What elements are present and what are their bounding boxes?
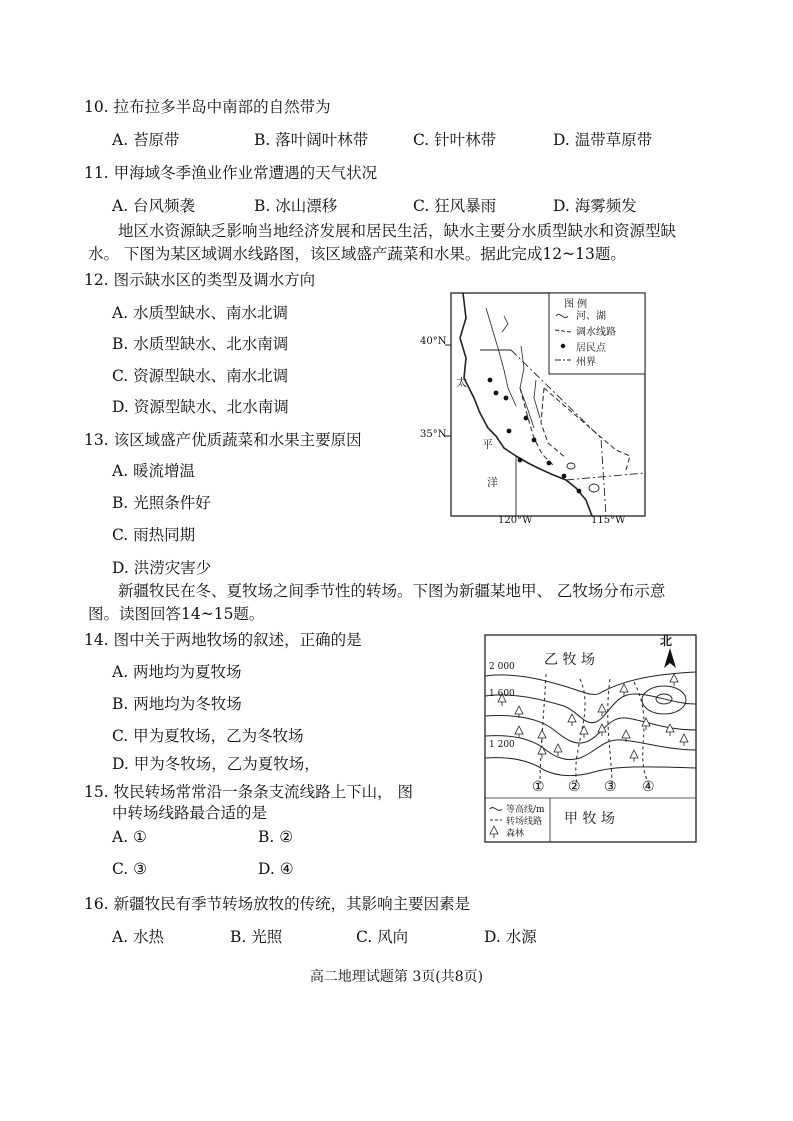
q15-stem-line2: 中转场线路最合适的是 bbox=[112, 804, 268, 822]
q13-option-c: C. 雨热同期 bbox=[112, 526, 196, 544]
map1-legend-title: 图 例 bbox=[564, 299, 588, 310]
q15-option-d: D. ④ bbox=[258, 860, 294, 878]
q16-options bbox=[0, 925, 793, 945]
map2-legend-forest: 森林 bbox=[506, 829, 525, 839]
q12-option-c: C. 资源型缺水、南水北调 bbox=[112, 367, 289, 385]
q14-stem: 14. 图中关于两地牧场的叙述，正确的是 bbox=[84, 631, 362, 649]
map1-lon-115: 115°W bbox=[591, 515, 626, 526]
page-footer: 高二地理试题第 3页(共8页) bbox=[309, 969, 484, 985]
map1-lon-120: 120°W bbox=[498, 515, 533, 526]
q10-option-d: D. 温带草原带 bbox=[553, 131, 653, 149]
q10-option-c: C. 针叶林带 bbox=[413, 131, 497, 149]
q15-options-row2 bbox=[0, 860, 500, 880]
q16-stem: 16. 新疆牧民有季节转场放牧的传统，其影响主要因素是 bbox=[84, 895, 471, 913]
map1-lat-40: 40°N bbox=[420, 336, 447, 347]
contour-1200: 1 200 bbox=[489, 740, 515, 750]
q11-option-a: A. 台风频袭 bbox=[112, 197, 196, 215]
intro12-line1: 地区水资源缺乏影响当地经济发展和居民生活，缺水主要分水质型缺水和资源型缺 bbox=[118, 222, 677, 240]
q14-option-c: C. 甲为夏牧场，乙为冬牧场 bbox=[112, 727, 304, 745]
map2-top-label: 乙 牧 场 bbox=[544, 652, 595, 668]
map1-legend-river: 河、湖 bbox=[576, 311, 606, 322]
water-transfer-map bbox=[416, 288, 650, 528]
q12-stem: 12. 图示缺水区的类型及调水方向 bbox=[84, 271, 316, 289]
north-label: 北 bbox=[660, 634, 673, 648]
q10-option-a: A. 苔原带 bbox=[112, 131, 180, 149]
q15-option-b: B. ② bbox=[258, 828, 294, 846]
map2-legend-route: 转场线路 bbox=[506, 817, 543, 827]
q14-option-a: A. 两地均为夏牧场 bbox=[112, 663, 242, 681]
map1-ocean-char-2: 平 bbox=[482, 438, 493, 451]
map2-bottom-label: 甲 牧 场 bbox=[564, 811, 615, 827]
map1-ocean-char-1: 太 bbox=[456, 376, 467, 389]
q11-options bbox=[0, 194, 793, 214]
map1-lat-35: 35°N bbox=[420, 429, 447, 440]
map1-legend-settlement: 居民点 bbox=[576, 343, 606, 354]
q11-option-b: B. 冰山漂移 bbox=[254, 197, 338, 215]
q13-option-b: B. 光照条件好 bbox=[112, 494, 211, 512]
q16-option-d: D. 水源 bbox=[484, 928, 537, 946]
q16-option-c: C. 风向 bbox=[356, 928, 409, 946]
q11-stem: 11. 甲海域冬季渔业作业常遭遇的天气状况 bbox=[84, 164, 378, 182]
q15-option-c: C. ③ bbox=[112, 860, 148, 878]
q15-options-row1 bbox=[0, 828, 500, 848]
q13-option-d: D. 洪涝灾害少 bbox=[112, 559, 212, 577]
route-3: ③ bbox=[604, 779, 617, 795]
q16-option-a: A. 水热 bbox=[112, 928, 165, 946]
q11-option-c: C. 狂风暴雨 bbox=[413, 197, 497, 215]
route-4: ④ bbox=[642, 779, 655, 795]
map1-legend-state: 州界 bbox=[576, 357, 596, 368]
map1-ocean-char-3: 洋 bbox=[487, 476, 498, 489]
q13-stem: 13. 该区域盛产优质蔬菜和水果主要原因 bbox=[84, 431, 362, 449]
q10-options bbox=[0, 128, 793, 148]
q14-option-b: B. 两地均为冬牧场 bbox=[112, 695, 242, 713]
map2-legend-contour: 等高线/m bbox=[506, 805, 545, 815]
q14-option-d: D. 甲为冬牧场，乙为夏牧场， bbox=[112, 755, 320, 773]
q13-option-a: A. 暖流增温 bbox=[112, 462, 196, 480]
q16-option-b: B. 光照 bbox=[230, 928, 283, 946]
q15-stem-line1: 15. 牧民转场常常沿一条条支流线路上下山， 图 bbox=[84, 783, 414, 801]
intro14-line1: 新疆牧民在冬、夏牧场之间季节性的转场。下图为新疆某地甲、 乙牧场分布示意 bbox=[118, 582, 666, 600]
intro12-line2: 水。 下图为某区域调水线路图，该区域盛产蔬菜和水果。据此完成12~13题。 bbox=[88, 245, 626, 263]
q12-option-d: D. 资源型缺水、北水南调 bbox=[112, 398, 289, 416]
q15-option-a: A. ① bbox=[112, 828, 147, 846]
contour-1600: 1 600 bbox=[489, 689, 515, 699]
route-1: ① bbox=[532, 779, 545, 795]
pasture-contour-map bbox=[484, 634, 698, 844]
q12-option-b: B. 水质型缺水、北水南调 bbox=[112, 335, 289, 353]
q12-option-a: A. 水质型缺水、南水北调 bbox=[112, 304, 289, 322]
q10-option-b: B. 落叶阔叶林带 bbox=[254, 131, 369, 149]
route-2: ② bbox=[568, 779, 581, 795]
contour-2000: 2 000 bbox=[489, 662, 515, 672]
q11-option-d: D. 海雾频发 bbox=[553, 197, 637, 215]
intro14-line2: 图。读图回答14~15题。 bbox=[88, 605, 265, 623]
q10-stem: 10. 拉布拉多半岛中南部的自然带为 bbox=[84, 98, 331, 116]
map1-legend-aqueduct: 调水线路 bbox=[576, 327, 616, 338]
